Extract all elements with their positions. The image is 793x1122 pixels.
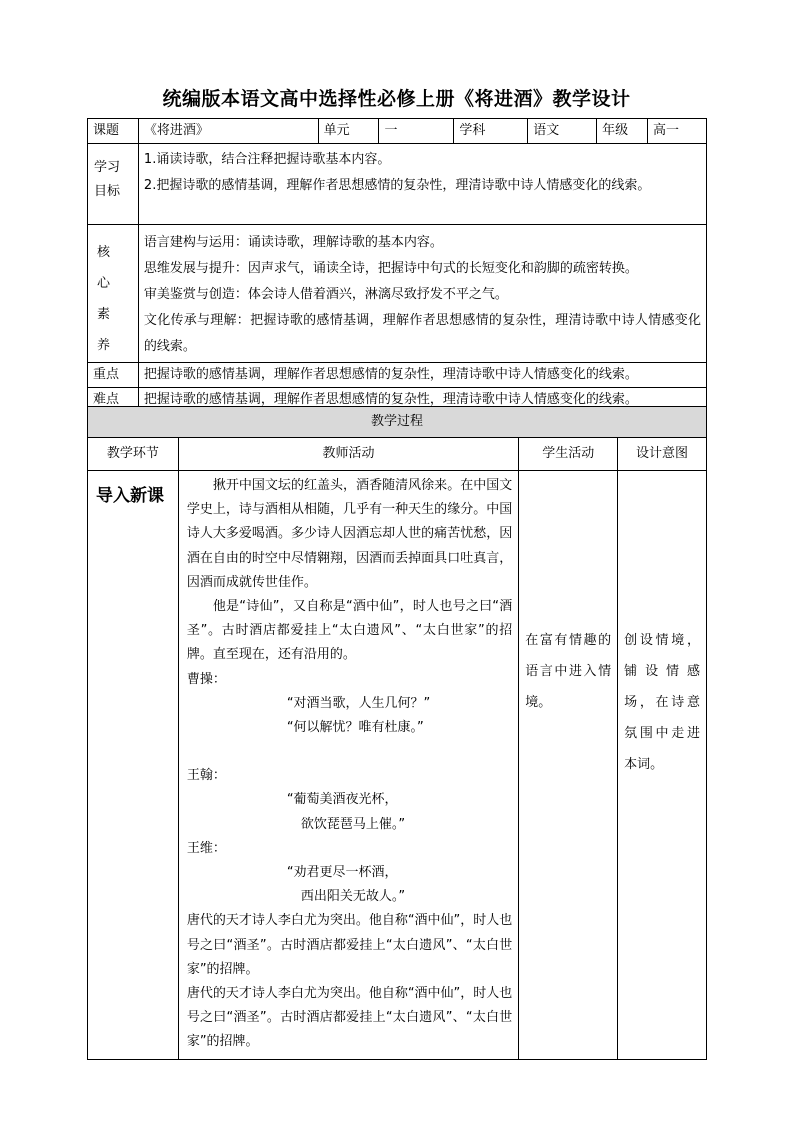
info-row-key	[88, 363, 707, 388]
poet-label: 王维：	[186, 840, 226, 856]
design-intent: 创设情境，铺设情感场，在诗意氛围中走进本词。	[618, 471, 707, 1060]
label-goals-line: 学习	[94, 160, 121, 175]
value-danyuan: 一	[379, 119, 454, 144]
poet-label: 曹操：	[186, 671, 226, 687]
label-keti: 课题	[88, 119, 139, 144]
stage-label: 导入新课	[88, 471, 179, 1060]
label-zhongdian: 重点	[88, 363, 139, 388]
teacher-paragraph: 揪开中国文坛的红盖头，酒香随清风徐来。在中国文学史上，诗与酒相从相随，几乎有一种天生的缘分。中国诗人大多爱喝酒。多少诗人因酒忘却人世的痛苦忧愁，因酒在自由的时空中尽情翱翔，因酒而丢掉面具口吐真言，因酒而成就传世佳作。	[186, 478, 513, 590]
process-header-row	[88, 438, 707, 471]
value-core	[138, 225, 706, 363]
col-header-teacher: 教师活动	[178, 438, 518, 471]
info-row-basic	[88, 119, 707, 144]
poem-line: “葡萄美酒夜光杯，	[286, 792, 398, 808]
process-band-row	[88, 407, 707, 438]
core-item: 思维发展与提升：因声求气，诵读全诗，把握诗中句式的长短变化和韵脚的疏密转换。	[143, 261, 638, 276]
col-header-student: 学生活动	[519, 438, 618, 471]
process-band-title: 教学过程	[88, 407, 707, 438]
label-goals	[88, 144, 139, 225]
label-core	[88, 225, 139, 363]
label-xueke: 学科	[454, 119, 528, 144]
teacher-paragraph: 唐代的天才诗人李白尤为突出。他自称“酒中仙”，时人也号之曰“酒圣”。古时酒店都爱挂上“太白遗风”、“太白世家”的招牌。	[186, 986, 513, 1050]
process-row-intro	[88, 471, 707, 1060]
core-item: 审美鉴赏与创造：体会诗人借着酒兴，淋漓尽致抒发不平之气。	[143, 287, 508, 302]
value-nandian: 把握诗歌的感情基调，理解作者思想感情的复杂性，理清诗歌中诗人情感变化的线索。	[138, 388, 706, 413]
label-nandian: 难点	[88, 388, 139, 413]
value-keti: 《将进酒》	[138, 119, 318, 144]
label-core-char: 心	[97, 276, 111, 291]
poem-line: 西出阳关无故人。”	[300, 889, 406, 905]
value-nianji: 高一	[648, 119, 707, 144]
student-activity: 在富有情趣的语言中进入情境。	[519, 471, 618, 1060]
label-goals-line: 目标	[94, 184, 121, 199]
value-xueke: 语文	[528, 119, 597, 144]
goal-item: 1.诵读诗歌，结合注释把握诗歌基本内容。	[143, 152, 391, 167]
document-title: 统编版本语文高中选择性必修上册《将进酒》教学设计	[162, 88, 631, 110]
label-danyuan: 单元	[318, 119, 379, 144]
poet-label: 王翰：	[186, 768, 226, 784]
label-core-char: 核	[97, 245, 111, 260]
lesson-info-table	[87, 118, 707, 413]
spacer	[187, 740, 512, 764]
teaching-process-table	[87, 406, 707, 1060]
label-core-char: 养	[97, 338, 111, 353]
info-row-core	[88, 225, 707, 363]
teacher-activity	[178, 471, 518, 1060]
poem-line: “劝君更尽一杯酒，	[286, 865, 398, 881]
info-row-goals	[88, 144, 707, 225]
label-nianji: 年级	[597, 119, 648, 144]
col-header-stage: 教学环节	[88, 438, 179, 471]
poem-line: “对酒当歌，人生几何？”	[286, 695, 431, 711]
core-item: 文化传承与理解：把握诗歌的感情基调，理解作者思想感情的复杂性，理清诗歌中诗人情感变化的线索。	[143, 313, 701, 354]
col-header-intent: 设计意图	[618, 438, 707, 471]
value-zhongdian: 把握诗歌的感情基调，理解作者思想感情的复杂性，理清诗歌中诗人情感变化的线索。	[138, 363, 706, 388]
goal-item: 2.把握诗歌的感情基调，理解作者思想感情的复杂性，理清诗歌中诗人情感变化的线索。	[143, 178, 651, 193]
value-goals	[138, 144, 706, 225]
teacher-paragraph: 他是“诗仙”，又自称是“酒中仙”，时人也号之曰“酒圣”。古时酒店都爱挂上“太白遗风”、“太白世家”的招牌。直至现在，还有沿用的。	[186, 599, 513, 663]
label-core-char: 素	[97, 307, 111, 322]
core-item: 语言建构与运用：诵读诗歌，理解诗歌的基本内容。	[143, 235, 443, 250]
teacher-paragraph: 唐代的天才诗人李白尤为突出。他自称“酒中仙”，时人也号之曰“酒圣”。古时酒店都爱挂上“太白遗风”、“太白世家”的招牌。	[186, 913, 513, 977]
poem-line: 欲饮琵琶马上催。”	[300, 816, 406, 832]
poem-line: “何以解忧？唯有杜康。”	[286, 720, 424, 736]
